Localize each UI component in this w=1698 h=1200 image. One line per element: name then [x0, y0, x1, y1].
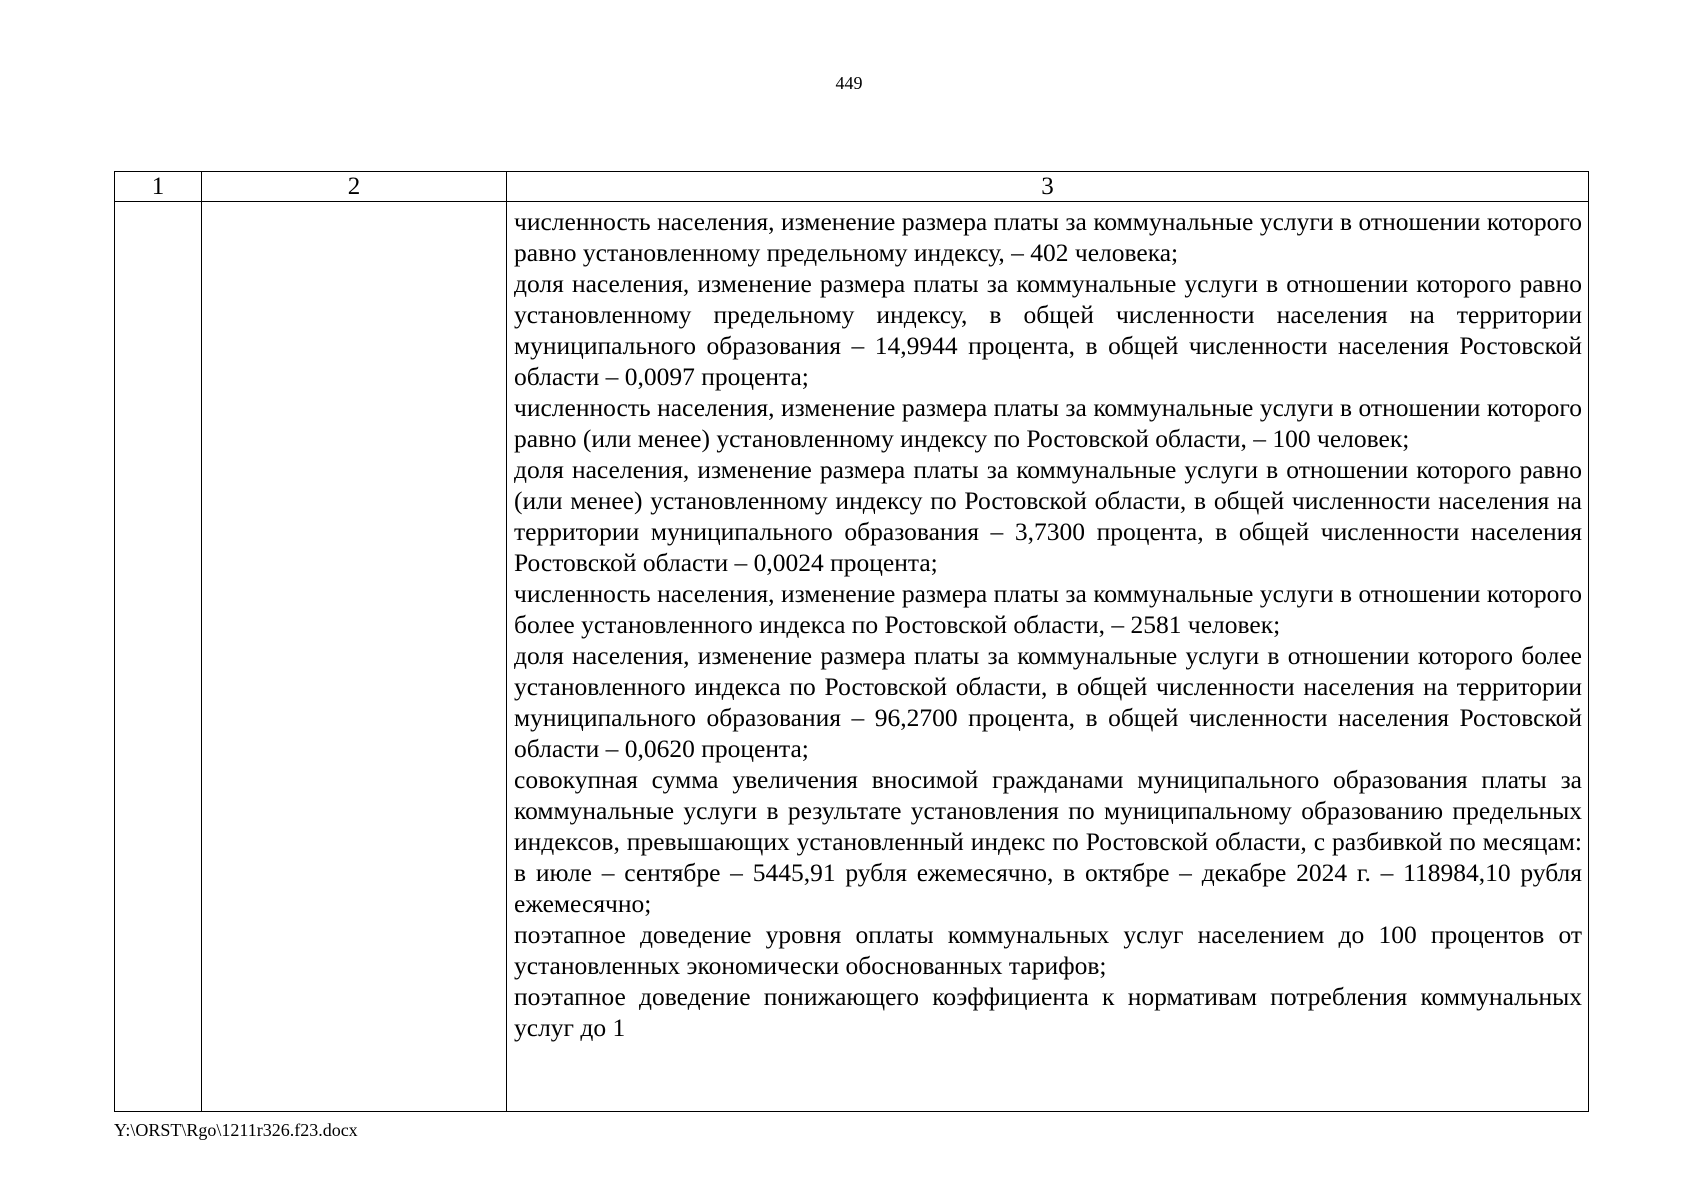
page-number: 449 [835, 73, 863, 93]
paragraph-share-equal-or-less-index: доля населения, изменение размера платы за коммунальные услуги в отношении которого равно (или менее) установленному индексу по Ростовской области, в общей численности населения на территории муниципального образования – 3,7300 процента, в общей численности населения Ростовской области – 0,0024 процента; [514, 455, 1582, 577]
paragraph-share-above-index: доля населения, изменение размера платы за коммунальные услуги в отношении которого более установленного индекса по Ростовской области, в общей численности населения на территории муниципального образования – 96,2700 процента, в общей численности населения Ростовской области – 0,0620 процента; [514, 641, 1582, 763]
paragraph-payment-level: поэтапное доведение уровня оплаты коммунальных услуг населением до 100 процентов от установленных экономически обоснованных тарифов; [514, 920, 1582, 980]
table-row [115, 202, 1589, 1112]
paragraph-reducing-coefficient: поэтапное доведение понижающего коэффициента к нормативам потребления коммунальных услуг до 1 [514, 982, 1582, 1042]
column-header-3: 3 [507, 172, 1589, 202]
column-header-2: 2 [202, 172, 507, 202]
table-cell-col1 [115, 202, 202, 1112]
paragraph-population-equal-limit: численность населения, изменение размера платы за коммунальные услуги в отношении которого равно установленному предельному индексу, – 402 человека; [514, 207, 1582, 267]
paragraph-share-equal-limit: доля населения, изменение размера платы за коммунальные услуги в отношении которого равно установленному предельному индексу, в общей численности населения на территории муниципального образования – 14,9944 процента, в общей численности населения Ростовской области – 0,0097 процента; [514, 269, 1582, 391]
paragraph-population-equal-or-less-index: численность населения, изменение размера платы за коммунальные услуги в отношении которого равно (или менее) установленному индексу по Ростовской области, – 100 человек; [514, 393, 1582, 453]
table-header-row [115, 172, 1589, 202]
paragraph-population-above-index: численность населения, изменение размера платы за коммунальные услуги в отношении которого более установленного индекса по Ростовской области, – 2581 человек; [514, 579, 1582, 639]
footer-file-path: Y:\ORST\Rgo\1211r326.f23.docx [114, 1120, 358, 1140]
paragraph-total-increase-amount: совокупная сумма увеличения вносимой гражданами муниципального образования платы за коммунальные услуги в результате установления по муниципальному образованию предельных индексов, превышающих установленный индекс по Ростовской области, с разбивкой по месяцам: в июле – сентябре – 5445,91 рубля ежемесячно, в октябре – декабре 2024 г. – 118984,10 рубля ежемесячно; [514, 765, 1582, 918]
document-table [114, 171, 1589, 1112]
table-cell-col2 [202, 202, 507, 1112]
table-cell-col3 [507, 202, 1589, 1112]
column-header-1: 1 [115, 172, 202, 202]
